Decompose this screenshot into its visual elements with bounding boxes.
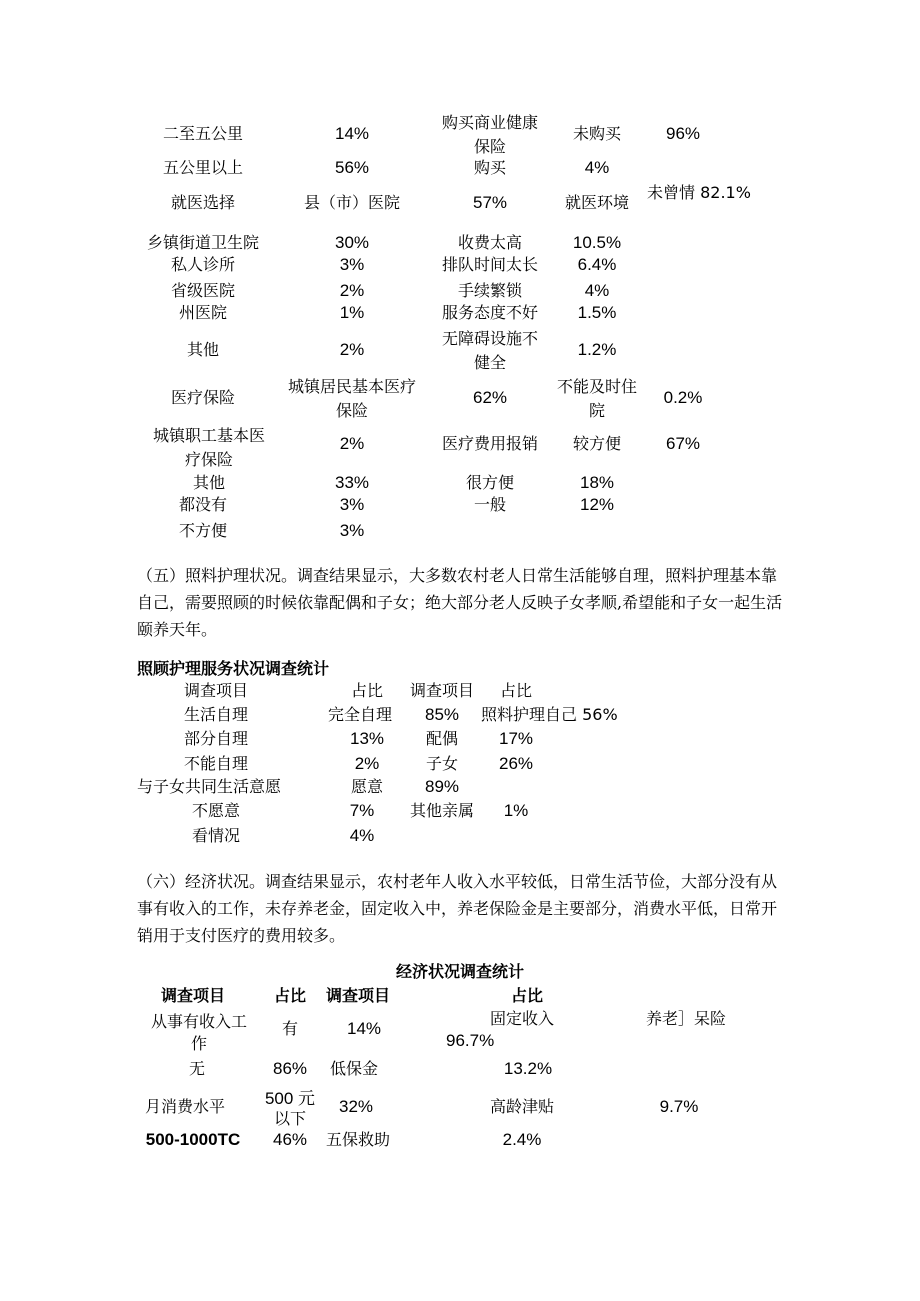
table-cell: 18% — [579, 473, 615, 492]
table-cell: 1% — [339, 303, 365, 322]
table-cell: 2% — [339, 434, 365, 453]
table-header: 占比 — [510, 986, 544, 1005]
table-header: 调查项目 — [325, 986, 391, 1005]
table-cell-line: 作 — [190, 1034, 208, 1053]
table-cell: 配偶 — [425, 729, 459, 748]
table-cell: 13% — [349, 729, 385, 748]
table-cell: 无 — [188, 1059, 206, 1078]
table-cell: 10.5% — [572, 233, 622, 252]
table-cell: 州医院 — [178, 303, 228, 322]
table-cell: 85% — [424, 705, 460, 724]
table-cell: 33% — [334, 473, 370, 492]
table-cell: 3% — [339, 255, 365, 274]
table-cell: 乡镇街道卫生院 — [146, 233, 260, 252]
table-cell: 57% — [472, 193, 508, 212]
table-cell: 46% — [272, 1130, 308, 1149]
table-cell-line: 不能及时住 — [556, 377, 638, 396]
table-cell: 89% — [424, 777, 460, 796]
table-cell: 就医环境 — [564, 193, 630, 212]
table-cell: 其他亲属 — [409, 801, 475, 820]
table-cell: 照料护理自己 56% — [481, 705, 618, 724]
table-cell: 86% — [272, 1059, 308, 1078]
table-header: 占比 — [350, 681, 384, 700]
table-cell: 26% — [498, 754, 534, 773]
table-cell: 就医选择 — [170, 193, 236, 212]
table-cell-line: 保险 — [335, 401, 369, 420]
table-title: 照顾护理服务状况调查统计 — [137, 659, 330, 678]
table-cell: 2% — [339, 340, 365, 359]
table-cell: 4% — [349, 826, 375, 845]
table-cell — [442, 329, 538, 373]
table-cell-line: 城镇居民基本医疗 — [287, 377, 417, 396]
table-cell: 3% — [339, 521, 365, 540]
table-cell: 其他 — [192, 473, 226, 492]
table-cell: 不愿意 — [191, 801, 241, 820]
table-cell: 购买 — [473, 158, 507, 177]
table-cell: 完全自理 — [327, 705, 393, 724]
table-cell-line: 购买商业健康 — [441, 113, 539, 132]
table-cell: 13.2% — [503, 1059, 553, 1078]
table-cell: 32% — [338, 1097, 374, 1116]
table-header: 调查项目 — [409, 681, 475, 700]
table-cell: 省级医院 — [170, 281, 236, 300]
table-cell: 部分自理 — [183, 729, 249, 748]
table-cell: 私人诊所 — [170, 255, 236, 274]
table-cell: 愿意 — [350, 777, 384, 796]
table-cell: 固定收入 — [489, 1009, 555, 1028]
table-cell: 医疗保险 — [170, 388, 236, 407]
table-cell — [442, 113, 538, 157]
table-cell: 1.2% — [577, 340, 617, 359]
table-header: 占比 — [273, 986, 307, 1005]
table-cell: 56% — [334, 158, 370, 177]
table-cell: 低保金 — [329, 1059, 379, 1078]
table-cell: 五公里以上 — [162, 158, 244, 177]
table-cell: 很方便 — [465, 473, 515, 492]
table-cell: 县（市）医院 — [303, 193, 401, 212]
table-cell-line: 从事有收入工 — [150, 1012, 248, 1031]
table-cell: 62% — [472, 388, 508, 407]
table-cell: 服务态度不好 — [441, 303, 539, 322]
table-cell: 12% — [579, 495, 615, 514]
table-cell: 14% — [334, 124, 370, 143]
table-cell: 2.4% — [502, 1130, 542, 1149]
table-cell: 养老］呆险 — [645, 1009, 727, 1028]
table-cell: 9.7% — [659, 1097, 699, 1116]
table-cell-line: 健全 — [473, 353, 507, 372]
table-cell: 未曾情 82.1% — [647, 183, 751, 202]
table-cell: 有 — [281, 1019, 299, 1038]
table-cell: 较方便 — [572, 434, 622, 453]
table-cell: 收费太高 — [457, 233, 523, 252]
table-header: 调查项目 — [160, 986, 226, 1005]
table-cell-line: 以下 — [273, 1109, 306, 1128]
table-cell: 其他 — [186, 340, 220, 359]
table-cell: 排队时间太长 — [441, 255, 539, 274]
table-cell: 1% — [503, 801, 529, 820]
table-title: 经济状况调查统计 — [395, 962, 525, 981]
table-cell: 500-1000TC — [145, 1130, 241, 1149]
table-cell: 医疗费用报销 — [441, 434, 539, 453]
table-cell-line: 保险 — [473, 137, 507, 156]
table-cell: 手续繁锁 — [457, 281, 523, 300]
paragraph-economic-status: （六）经济状况。调查结果显示，农村老年人收入水平较低，日常生活节俭，大部分没有从事有收入的工作，未存养老金，固定收入中，养老保险金是主要部分，消费水平低，日常开销用于支付医疗的费用较多。 — [137, 872, 778, 945]
table-cell: 6.4% — [577, 255, 617, 274]
table-cell: 生活自理 — [183, 705, 249, 724]
table-cell: 高龄津贴 — [489, 1097, 555, 1116]
table-cell: 1.5% — [577, 303, 617, 322]
table-cell: 二至五公里 — [162, 124, 244, 143]
table-cell: 未购买 — [572, 124, 622, 143]
table-cell: 14% — [346, 1019, 382, 1038]
table-cell: 96% — [665, 124, 701, 143]
table-header: 调查项目 — [183, 681, 249, 700]
table-cell: 不方便 — [178, 521, 228, 540]
table-cell-line: 城镇职工基本医 — [152, 426, 266, 445]
table-cell: 月消费水平 — [144, 1097, 226, 1116]
table-header: 占比 — [499, 681, 533, 700]
table-cell-line: 院 — [588, 401, 606, 420]
table-cell: 3% — [339, 495, 365, 514]
table-cell — [557, 377, 637, 421]
table-cell — [265, 1089, 315, 1129]
table-cell: 一般 — [473, 495, 507, 514]
paragraph-care-status: （五）照料护理状况。调查结果显示，大多数农村老人日常生活能够自理，照料护理基本靠自己，需要照顾的时候依靠配偶和子女；绝大部分老人反映子女孝顺,希望能和子女一起生活颐养天年。 — [137, 566, 783, 639]
table-cell: 96.7% — [446, 1031, 495, 1050]
table-cell: 30% — [334, 233, 370, 252]
table-cell: 与子女共同生活意愿 — [137, 777, 282, 796]
table-cell: 67% — [665, 434, 701, 453]
table-cell: 0.2% — [663, 388, 703, 407]
table-cell — [153, 426, 265, 470]
table-cell-line: 500 元 — [264, 1089, 316, 1108]
table-cell: 不能自理 — [183, 754, 249, 773]
table-cell: 都没有 — [178, 495, 228, 514]
table-cell: 2% — [354, 754, 380, 773]
table-cell: 看情况 — [191, 826, 241, 845]
table-cell: 4% — [584, 158, 610, 177]
table-cell: 7% — [349, 801, 375, 820]
table-cell: 2% — [339, 281, 365, 300]
table-cell: 五保救助 — [325, 1130, 391, 1149]
table-cell-line: 疗保险 — [184, 450, 234, 469]
table-cell: 子女 — [425, 754, 459, 773]
table-cell — [288, 377, 416, 421]
table-cell: 4% — [584, 281, 610, 300]
table-cell-line: 无障碍设施不 — [441, 329, 539, 348]
table-cell — [151, 1012, 247, 1054]
table-cell: 17% — [498, 729, 534, 748]
